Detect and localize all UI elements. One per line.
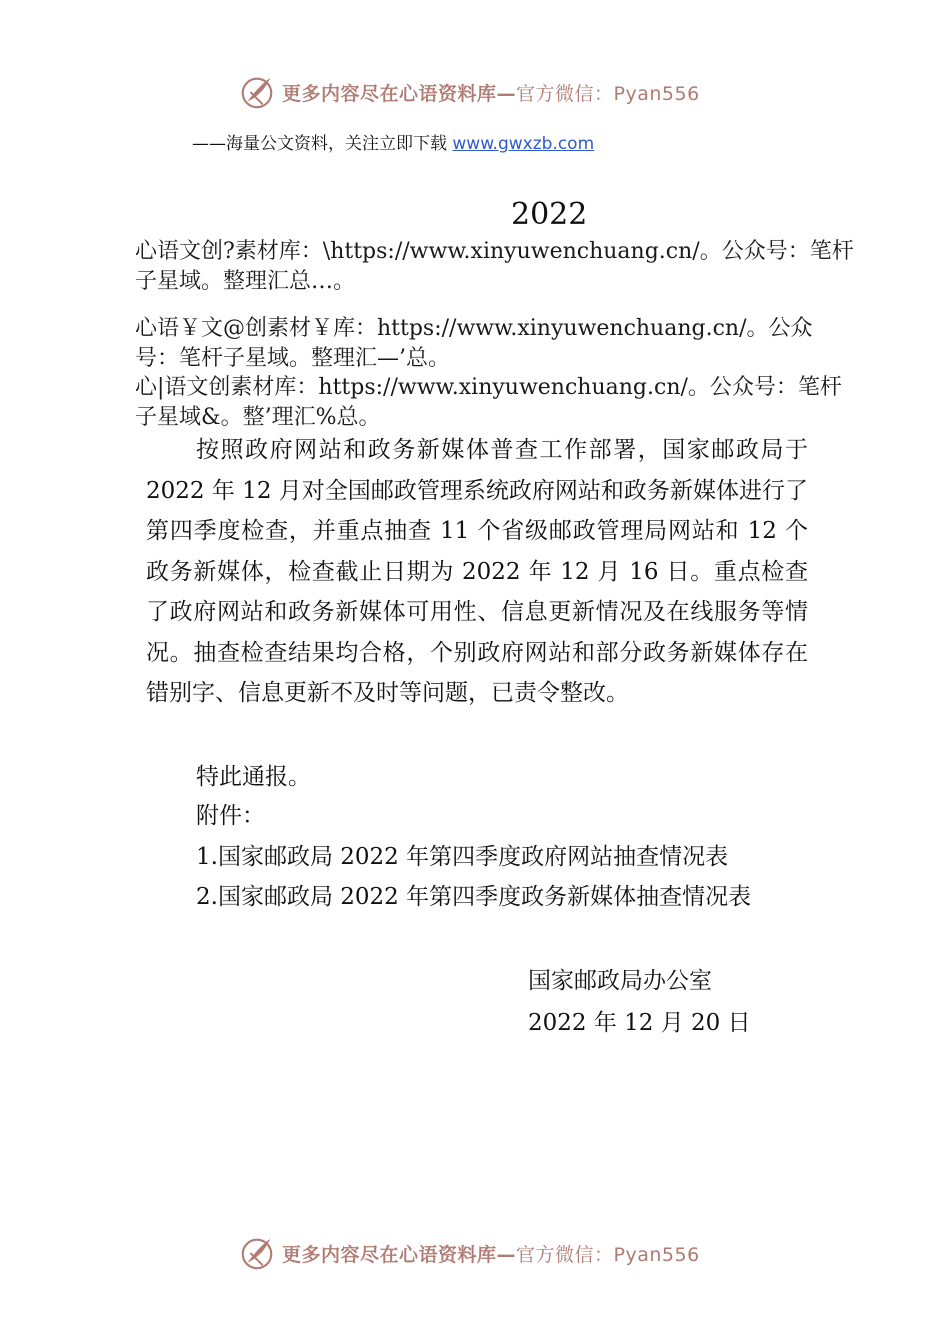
signature-org: 国家邮政局办公室 bbox=[528, 968, 712, 994]
watermark-text-3: 心|语文创素材库：https://www.xinyuwenchuang.cn/。公众号：笔杆子星域&。整’理汇%总。 bbox=[135, 375, 842, 430]
watermark-text-1: 心语文创?素材库：\https://www.xinyuwenchuang.cn/。公众号：笔杆子星域。整理汇总…。 bbox=[135, 239, 854, 294]
banner-text bbox=[282, 79, 700, 106]
banner-main-text: 更多内容尽在心语资料库— bbox=[282, 1243, 517, 1266]
quill-seal-icon bbox=[238, 1234, 276, 1272]
gwxzb-link[interactable]: www.gwxzb.com bbox=[452, 134, 595, 154]
attachment-item-2: 2.国家邮政局 2022 年第四季度政务新媒体抽查情况表 bbox=[196, 884, 752, 910]
banner-wechat-text: 官方微信：Pyan556 bbox=[516, 1243, 700, 1266]
banner-text bbox=[282, 1240, 700, 1267]
header-banner bbox=[238, 72, 738, 112]
attachments-label: 附件： bbox=[196, 803, 265, 829]
body-paragraph: 按照政府网站和政务新媒体普查工作部署，国家邮政局于 2022 年 12 月对全国邮政管理系统政府网站和政务新媒体进行了第四季度检查，并重点抽查 11 个省级邮政管理局网站和 12 个政务新媒体，检查截止日期为 2022 年 12 月 16 日。重点检查了政府网站和政务新媒体可用性、信息更新情况及在线服务等情况。抽查检查结果均合格，个别政府网站和部分政务新媒体存在错别字、信息更新不及时等问题，已责令整改。 bbox=[146, 437, 808, 706]
signature-date: 2022 年 12 月 20 日 bbox=[528, 1010, 751, 1036]
notice-text: 特此通报。 bbox=[196, 764, 311, 790]
footer-banner bbox=[238, 1233, 738, 1273]
download-note-prefix: ——海量公文资料，关注立即下载 bbox=[192, 134, 453, 154]
attachment-item-1: 1.国家邮政局 2022 年第四季度政府网站抽查情况表 bbox=[196, 844, 729, 870]
download-note bbox=[192, 129, 594, 154]
quill-seal-icon bbox=[238, 73, 276, 111]
page-title: 2022 bbox=[511, 197, 588, 232]
watermark-text-2: 心语￥文@创素材￥库：https://www.xinyuwenchuang.cn/。公众号：笔杆子星域。整理汇—’总。 bbox=[135, 316, 813, 371]
banner-main-text: 更多内容尽在心语资料库— bbox=[282, 82, 517, 105]
banner-wechat-text: 官方微信：Pyan556 bbox=[516, 82, 700, 105]
